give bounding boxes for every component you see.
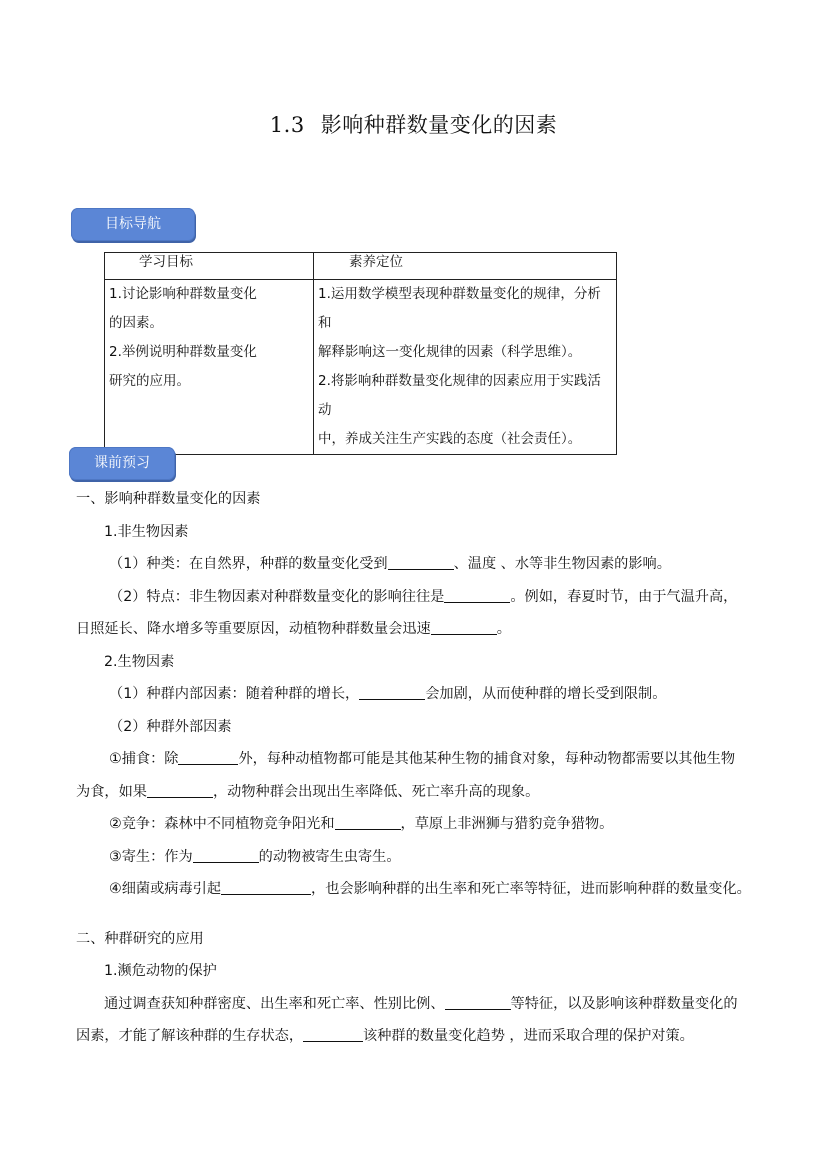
literacy-goals-cell [314, 280, 617, 455]
paragraph: （2）特点：非生物因素对种群数量变化的影响往往是 。例如，春夏时节，由于气温升高， [109, 588, 738, 605]
section-heading: 二、种群研究的应用 [76, 930, 204, 947]
fill-blank[interactable] [359, 684, 425, 700]
paragraph: 通过调查获知种群密度、出生率和死亡率、性别比例、 等特征，以及影响该种群数量变化的 [104, 995, 738, 1012]
paragraph: （1）种类：在自然界，种群的数量变化受到 、温度 、水等非生物因素的影响。 [109, 556, 671, 572]
preview-badge: 课前预习 [69, 447, 175, 480]
literacy-goal-line: 中，养成关注生产实践的态度（社会责任）。 [318, 431, 582, 447]
literacy-goal-line: 解释影响这一变化规律的因素（科学思维）。 [318, 344, 582, 360]
literacy-goal-line: 2.将影响种群数量变化规律的因素应用于实践活动 [318, 373, 601, 418]
page-title [0, 109, 827, 139]
learning-goals-cell [105, 280, 314, 455]
paragraph: （1）种群内部因素：随着种群的增长， 会加剧，从而使种群的增长受到限制。 [109, 686, 667, 702]
paragraph-continued: 为食，如果 ，动物种群会出现出生率降低、死亡率升高的现象。 [76, 783, 540, 800]
literacy-goal-line: 1.运用数学模型表现种群数量变化的规律，分析和 [318, 286, 601, 331]
goals-badge: 目标导航 [71, 208, 195, 241]
preview-content [76, 483, 761, 1053]
fill-blank[interactable] [303, 1026, 363, 1042]
subheading: 1.非生物因素 [104, 523, 189, 540]
paragraph-continued: 日照延长、降水增多等重要原因，动植物种群数量会迅速 。 [76, 621, 511, 637]
paragraph: （2）种群外部因素 [109, 718, 232, 735]
section-number: 1.3 [269, 113, 305, 137]
fill-blank[interactable] [445, 994, 511, 1010]
fill-blank[interactable] [335, 814, 401, 830]
fill-blank[interactable] [431, 619, 497, 635]
title-text: 影响种群数量变化的因素 [320, 113, 558, 137]
learning-goal-line: 1.讨论影响种群数量变化 [109, 286, 257, 302]
goals-header-left: 学习目标 [105, 253, 314, 280]
subheading: 1.濒危动物的保护 [104, 963, 217, 979]
paragraph: ④细菌或病毒引起 ，也会影响种群的出生率和死亡率等特征，进而影响种群的数量变化。 [109, 881, 751, 897]
subheading: 2.生物因素 [104, 653, 175, 670]
fill-blank[interactable] [147, 782, 213, 798]
learning-goal-line: 的因素。 [109, 315, 163, 331]
learning-goal-line: 研究的应用。 [109, 373, 190, 389]
fill-blank[interactable] [178, 749, 238, 765]
paragraph: ③寄生：作为 的动物被寄生虫寄生。 [109, 848, 401, 865]
fill-blank[interactable] [444, 587, 510, 603]
goals-header-right: 素养定位 [314, 253, 617, 280]
goals-table [104, 252, 617, 455]
fill-blank[interactable] [221, 879, 311, 895]
fill-blank[interactable] [388, 554, 454, 570]
fill-blank[interactable] [193, 847, 259, 863]
learning-goal-line: 2.举例说明种群数量变化 [109, 344, 257, 360]
paragraph: ②竞争：森林中不同植物竞争阳光和 ，草原上非洲狮与猎豹竞争猎物。 [109, 816, 614, 832]
paragraph: ①捕食：除 外，每种动植物都可能是其他某种生物的捕食对象，每种动物都需要以其他生物 [109, 751, 736, 767]
section-heading: 一、影响种群数量变化的因素 [76, 491, 261, 507]
paragraph-continued: 因素，才能了解该种群的生存状态， 该种群的数量变化趋势 ，进而采取合理的保护对策。 [76, 1028, 694, 1044]
